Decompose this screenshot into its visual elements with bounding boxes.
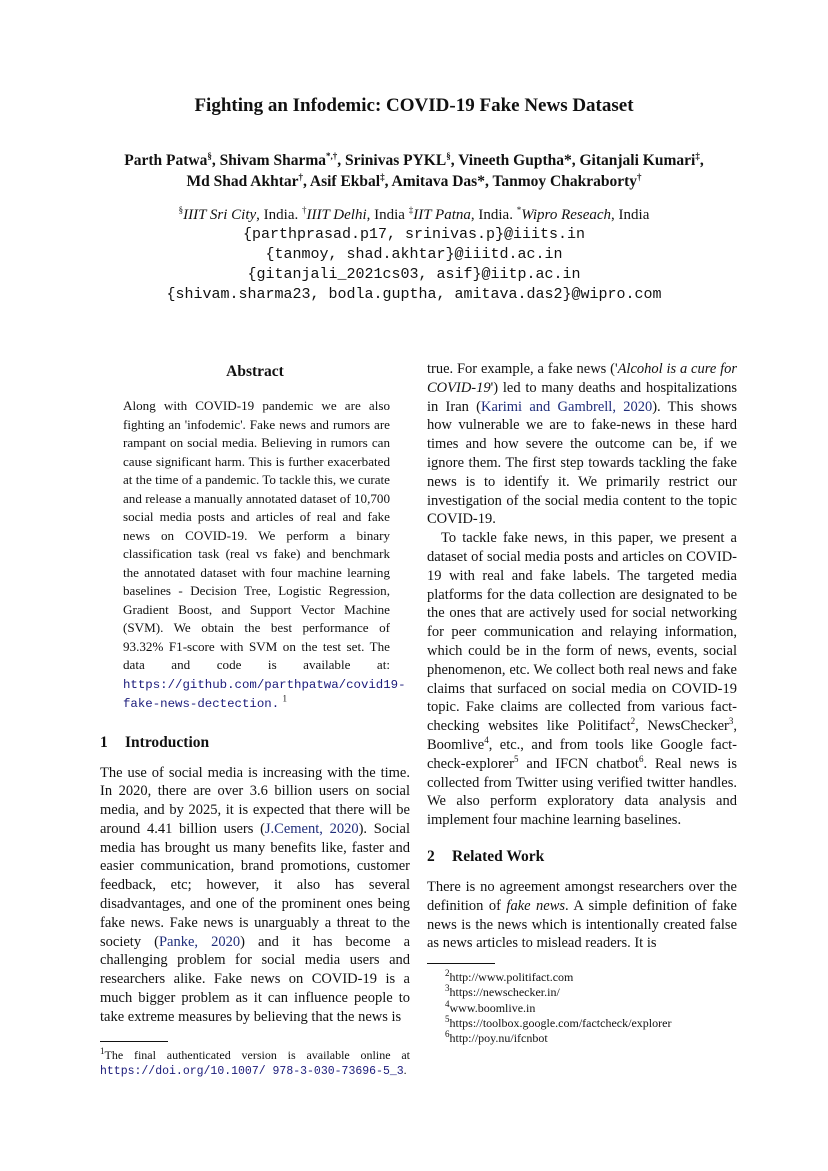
abstract-body: Along with COVID-19 pandemic we are also fighting an 'infodemic'. Fake news and rumors are rampant on social media. Believing in rumors can cause significant harm. This is further exacerbated at the time of a pandemic. To tackle this, we curate and release a manually annotated dataset of 10,700 social media posts and articles of real and fake news on COVID-19. We perform a binary classification task (real vs fake) and benchmark the annotated dataset with four machine learning baselines - Decision Tree, Logistic Regression, Gradient Boost, and Support Vector Machine (SVM). We obtain the best performance of 93.32% F1-score with SVM on the test set. The data and code is available at: — [123, 398, 390, 672]
right-column — [427, 360, 737, 1046]
section-heading-introduction — [100, 734, 410, 752]
footnote-mark: 2 — [445, 968, 450, 979]
text-run: To tackle fake news, in this paper, we present a dataset of social media posts and articles on COVID-19 with real and fake labels. The targeted media platforms for the data collection are designated to be the ones that are actively used for social networking for peer communication and relaying information, which could be in the form of news, events, social phenomenon, etc. We collect both real news and fake claims that surfaced on social media on COVID-19 topic. Fake claims are collected from various fact-checking websites like Politifact — [427, 530, 737, 735]
abstract-text — [123, 397, 406, 714]
footnote — [445, 985, 737, 1000]
author-name: Gitanjali Kumari — [579, 152, 696, 169]
section-heading-related-work — [427, 848, 737, 866]
affil-mark: † — [302, 205, 307, 215]
section-title: Introduction — [125, 733, 210, 751]
author-name: Asif Ekbal — [309, 173, 381, 190]
section-number: 1 — [100, 733, 108, 751]
text-run: . A simple definition of fake news is the news which is intentionally created false as news articles to mislead readers. It is — [427, 897, 737, 952]
author-name: Tanmoy Chakraborty — [492, 173, 637, 190]
affiliation-name: IIT Patna — [413, 207, 471, 223]
affiliation-name: IIIT Delhi — [306, 207, 367, 223]
text-run: true. For example, a fake news (' — [427, 361, 618, 377]
text-run: , NewsChecker — [635, 718, 729, 735]
author-name: Amitava Das* — [391, 173, 485, 190]
affiliation-country: , India — [611, 207, 650, 223]
text-run: fake news — [506, 897, 566, 914]
footnote-mark: 5 — [445, 1013, 450, 1024]
intro-paragraph — [100, 764, 410, 1027]
affil-mark: ‡ — [408, 205, 414, 215]
footnote-mark: 4 — [445, 998, 450, 1009]
affil-mark: ‡ — [380, 171, 385, 182]
citation-link[interactable]: Karimi and Gambrell, 2020 — [481, 398, 653, 415]
text-run: and IFCN chatbot — [518, 755, 639, 772]
footnote-mark: 6 — [445, 1028, 450, 1039]
email-line: {gitanjali_2021cs03, asif}@iitp.ac.in — [247, 266, 581, 283]
text-run: There is no agreement amongst researchers over the definition of — [427, 878, 737, 914]
author-name: Parth Patwa — [124, 152, 208, 169]
author-name: Vineeth Guptha* — [458, 152, 572, 169]
affil-mark: § — [446, 150, 451, 161]
section-number: 2 — [427, 847, 435, 865]
text-run: , etc., and from tools like Google fact-check-explorer — [427, 736, 737, 772]
footnote-mark: 2 — [630, 716, 636, 727]
text-run: The use of social media is increasing with the time. In 2020, there are over 3.6 billion users on social media, and by 2025, it is expected that there will be around 4.41 billion users ( — [100, 764, 410, 837]
affiliation-country: , India — [366, 207, 405, 223]
affil-mark: § — [207, 150, 212, 161]
footnote — [100, 1045, 410, 1079]
paper-title: Fighting an Infodemic: COVID-19 Fake News Dataset — [194, 95, 634, 116]
footnote — [445, 998, 737, 1016]
affiliation-country: , India. — [256, 207, 299, 223]
footnote-mark: 3 — [445, 983, 450, 994]
abstract-heading: Abstract — [226, 363, 284, 380]
affil-mark: § — [178, 205, 184, 215]
email-line: {shivam.sharma23, bodla.guptha, amitava.das2}@wipro.com — [166, 286, 662, 303]
related-paragraph — [427, 878, 737, 953]
footnote-text: . — [403, 1062, 407, 1077]
footnote-text: The final authenticated version is available online at — [104, 1047, 410, 1062]
footnote — [445, 1013, 737, 1031]
citation-link[interactable]: Panke, 2020 — [158, 933, 241, 950]
text-run: ') led to many deaths and hospitalizations in Iran ( — [427, 379, 737, 415]
intro-paragraph — [427, 360, 737, 529]
footnote-mark: 5 — [513, 753, 519, 764]
affil-mark: † — [637, 171, 642, 182]
affil-mark: *,† — [326, 150, 338, 161]
footnote — [445, 1028, 737, 1046]
footnote-list — [445, 970, 737, 1046]
author-name: Md Shad Akhtar — [186, 173, 299, 190]
affil-mark: ‡ — [695, 150, 700, 161]
author-list: Parth Patwa§, Shivam Sharma*,†, Srinivas PYKL§, Vineeth Guptha*, Gitanjali Kumari‡, Md Shad Akhtar†, Asif Ekbal‡, Amitava Das*, Tanmoy Chakraborty† — [124, 150, 704, 190]
doi-link[interactable]: https://doi.org/10.1007/ 978-3-030-73696-5_3 — [100, 1064, 404, 1078]
section-title: Related Work — [452, 847, 545, 865]
footnote — [445, 970, 737, 985]
email-line: {parthprasad.p17, srinivas.p}@iiits.in — [242, 226, 586, 243]
text-run: , Boomlive — [427, 718, 737, 753]
footnote-rule — [100, 1041, 168, 1042]
text-run: ). This shows how vulnerable we are to fake-news in these hard times and how severe the outcome can be, if we ignore them. The first step towards tackling the fake news is to identify it. We primarily restrict our investigation of the social media content to the topic COVID-19. — [427, 398, 737, 528]
footnote-area — [100, 1041, 410, 1079]
footnote-mark: 3 — [728, 716, 734, 727]
footnote-area — [427, 963, 737, 1046]
footnote-url[interactable]: www.boomlive.in — [449, 1000, 536, 1015]
citation-link[interactable]: J.Cement, 2020 — [264, 820, 359, 837]
affiliations — [40, 205, 788, 305]
affiliation-name: IIIT Sri City — [183, 207, 257, 223]
author-name: Srinivas PYKL — [345, 152, 447, 169]
left-column — [100, 360, 410, 1079]
footnote-mark: 1 — [100, 1045, 105, 1056]
footnote-rule — [427, 963, 495, 964]
email-line: {tanmoy, shad.akhtar}@iiitd.ac.in — [265, 246, 563, 263]
affil-mark: † — [298, 171, 303, 182]
text-run: Alcohol is a cure for COVID-19 — [427, 361, 737, 396]
footnote-mark: 4 — [484, 735, 489, 746]
text-run: ) and it has become a challenging problem for social media users and researchers alike. Fake news on COVID-19 is a much bigger problem as it can influence people to take extreme measures by believing that the news is — [100, 933, 411, 1025]
footnote-url[interactable]: https://newschecker.in/ — [449, 985, 560, 1000]
footnote-mark: 6 — [638, 753, 644, 764]
footnote-url[interactable]: https://toolbox.google.com/factcheck/explorer — [449, 1015, 672, 1030]
affil-mark: * — [516, 205, 522, 215]
footnote-mark: 1 — [282, 693, 287, 704]
intro-paragraph — [427, 529, 737, 830]
affiliation-name: Wipro Reseach — [521, 207, 612, 223]
affiliation-country: , India. — [470, 207, 513, 223]
text-run: . Real news is collected from Twitter using verified twitter handles. We also perform exploratory data analysis and implement four machine learning baselines. — [427, 755, 737, 829]
affiliation-line — [40, 205, 788, 225]
footnote-url[interactable]: http://poy.nu/ifcnbot — [449, 1030, 548, 1045]
author-name: Shivam Sharma — [219, 152, 326, 169]
text-run: ). Social media has brought us many benefits like, faster and easier communication, brand promotions, customer feedback, etc; however, it also has several disadvantages, and one of the prominent ones being fake news. Fake news is unarguably a threat to the society ( — [100, 820, 410, 950]
footnote-url[interactable]: http://www.politifact.com — [449, 970, 574, 985]
code-link[interactable]: https://github.com/parthpatwa/covid19-fake-news-dectection. — [123, 677, 406, 711]
